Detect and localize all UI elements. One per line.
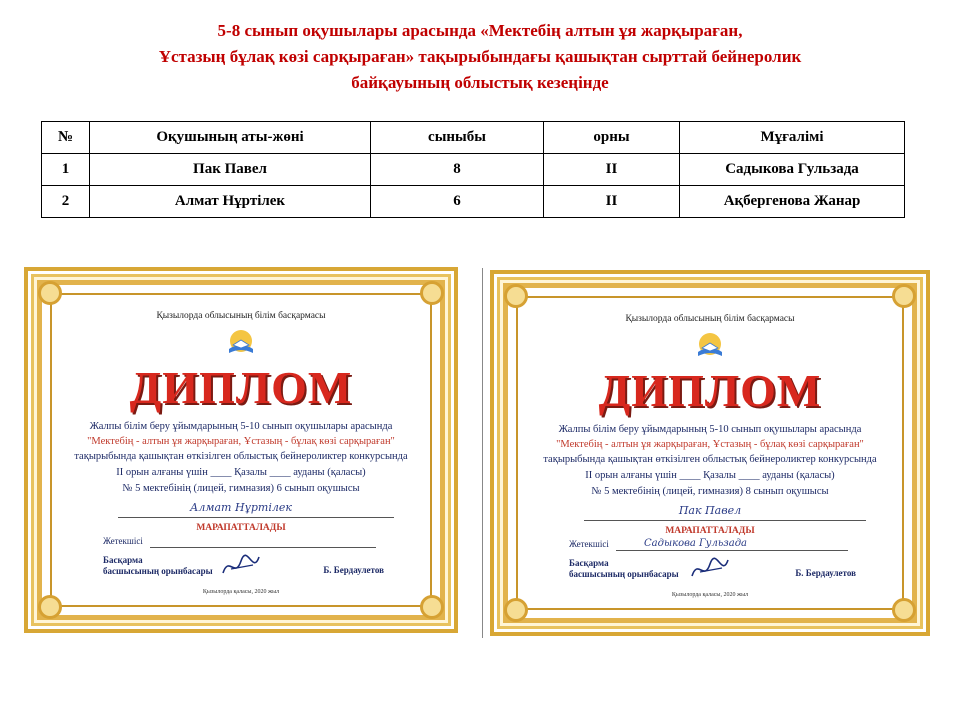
diploma-line-3: тақырыбында қашықтан өткізілген облыстық бейнероликтер конкурсында (74, 451, 408, 462)
ornament-icon (38, 281, 62, 305)
diploma-student-name: Пак Павел (678, 504, 742, 517)
diploma-school: № 5 мектебінің (лицей, гимназия) 6 сынып оқушысы (122, 483, 360, 494)
cell-number: 1 (42, 154, 90, 186)
supervisor-underline (616, 550, 848, 551)
supervisor-label: Жетекшісі (569, 539, 609, 549)
image-divider (482, 268, 483, 638)
diploma-award: МАРАПАТТАЛАДЫ (196, 523, 286, 533)
ornament-icon (420, 281, 444, 305)
header-student-name: Оқушының аты-жөні (90, 122, 371, 154)
table-row (42, 186, 905, 218)
signature-icon (688, 554, 732, 584)
table-header-row (42, 122, 905, 154)
header-number: № (42, 122, 90, 154)
diploma-award: МАРАПАТТАЛАДЫ (665, 526, 755, 536)
department-title: Басқарма басшысының орынбасары (569, 558, 679, 579)
cell-class: 8 (371, 154, 544, 186)
diploma-heading: ДИПЛОМ (129, 362, 353, 413)
diploma-image-left (24, 267, 458, 633)
header-teacher: Мұғалімі (680, 122, 905, 154)
header-place: орны (544, 122, 680, 154)
signer-name: Б. Бердаулетов (795, 568, 856, 578)
diploma-org: Қызылорда облысының білім басқармасы (156, 311, 326, 321)
ornament-icon (38, 595, 62, 619)
ornament-icon (504, 598, 528, 622)
title-line-1: 5-8 сынып оқушылары арасында «Мектебің алтын ұя жарқыраған, (217, 21, 743, 40)
table-row (42, 154, 905, 186)
cell-student-name: Алмат Нұртілек (90, 186, 371, 218)
diploma-place: II орын алғаны үшін ____ Қазалы ____ ауданы (қаласы) (585, 470, 835, 481)
cell-number: 2 (42, 186, 90, 218)
title-line-2: Ұстазың бұлақ көзі сарқыраған» тақырыбындағы қашықтан сырттай бейнеролик (158, 47, 802, 66)
diploma-city-year: Қызылорда қаласы, 2020 жыл (202, 589, 280, 595)
diploma-image-right (490, 270, 930, 636)
diploma-line-3: тақырыбында қашықтан өткізілген облыстық бейнероликтер конкурсында (543, 454, 877, 465)
diploma-school: № 5 мектебінің (лицей, гимназия) 8 сынып оқушысы (591, 486, 829, 497)
ornament-icon (892, 598, 916, 622)
ornament-icon (504, 284, 528, 308)
name-underline (118, 517, 394, 518)
cell-place: II (544, 154, 680, 186)
signer-name: Б. Бердаулетов (323, 565, 384, 575)
diploma-line-2: "Мектебің - алтын ұя жарқыраған, Ұстазың - бұлақ көзі сарқыраған" (556, 439, 864, 450)
supervisor-name: Садыкова Гульзада (644, 538, 747, 549)
department-title: Басқарма басшысының орынбасары (103, 555, 213, 576)
education-logo-icon (225, 327, 257, 357)
diploma-student-name: Алмат Нұртілек (190, 501, 292, 514)
cell-class: 6 (371, 186, 544, 218)
education-logo-icon (694, 330, 726, 360)
results-table (41, 121, 905, 218)
ornament-icon (420, 595, 444, 619)
name-underline (584, 520, 866, 521)
cell-place: II (544, 186, 680, 218)
diploma-heading: ДИПЛОМ (598, 365, 822, 416)
signature-icon (219, 551, 263, 581)
title-line-3: байқауының облыстық кезеңінде (351, 73, 609, 92)
supervisor-underline (150, 547, 376, 548)
cell-teacher: Садыкова Гульзада (680, 154, 905, 186)
supervisor-label: Жетекшісі (103, 536, 143, 546)
diploma-line-2: "Мектебің - алтын ұя жарқыраған, Ұстазың - бұлақ көзі сарқыраған" (87, 436, 395, 447)
diploma-city-year: Қызылорда қаласы, 2020 жыл (671, 592, 749, 598)
diploma-line-1: Жалпы білім беру ұйымдарының 5-10 сынып оқушылары арасында (89, 421, 393, 432)
page-title (40, 18, 920, 96)
cell-teacher: Ақбергенова Жанар (680, 186, 905, 218)
ornament-icon (892, 284, 916, 308)
diploma-line-1: Жалпы білім беру ұйымдарының 5-10 сынып оқушылары арасында (558, 424, 862, 435)
diploma-place: II орын алғаны үшін ____ Қазалы ____ ауданы (қаласы) (116, 467, 366, 478)
cell-student-name: Пак Павел (90, 154, 371, 186)
diploma-org: Қызылорда облысының білім басқармасы (625, 314, 795, 324)
header-class: сыныбы (371, 122, 544, 154)
